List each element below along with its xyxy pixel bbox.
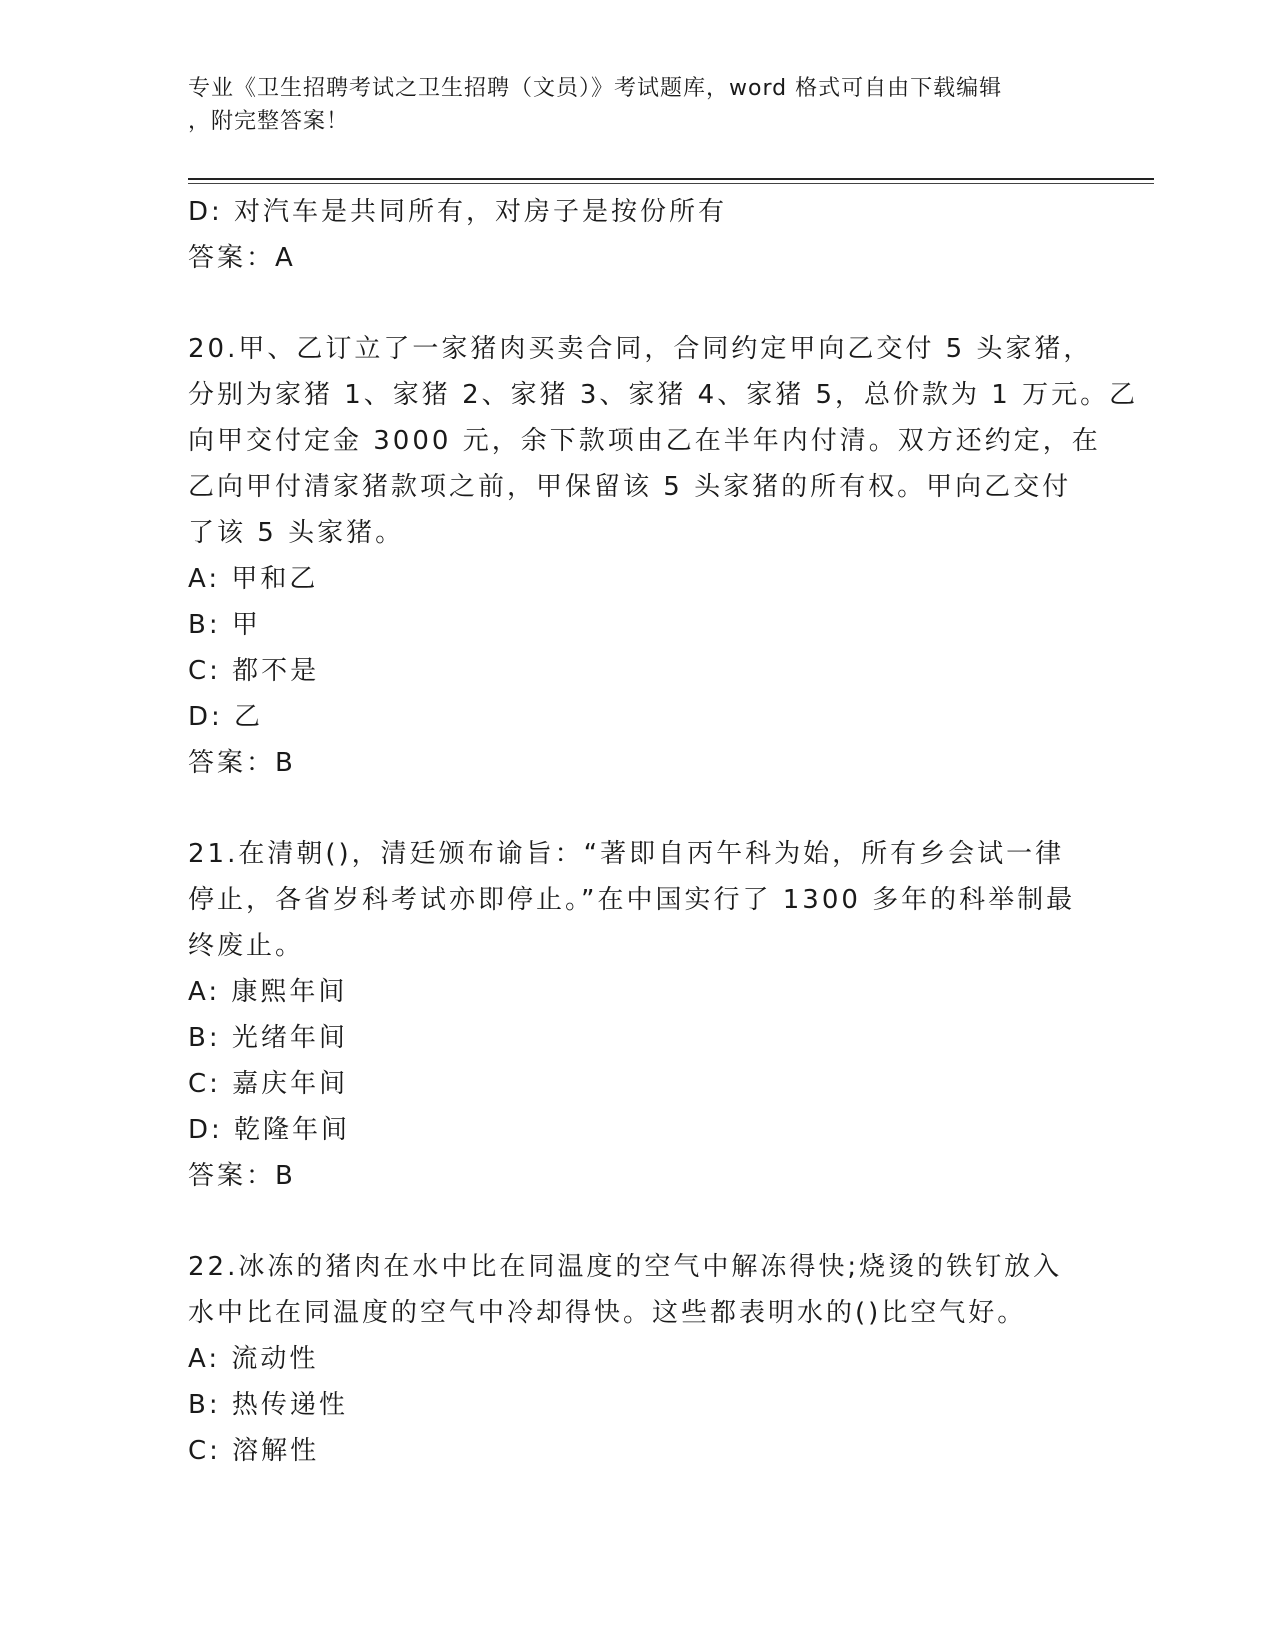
option-c: C: 都不是: [188, 656, 320, 686]
question-text-line: 终废止。: [188, 931, 305, 961]
option-b: B: 甲: [188, 610, 261, 640]
option-a: A: 流动性: [188, 1344, 319, 1374]
document-body: [188, 189, 1139, 1474]
prev-answer: 答案：A: [188, 243, 296, 273]
header-line-2: ，附完整答案！: [188, 109, 350, 134]
spacer: [188, 786, 1088, 831]
question-text-line: 分别为家猪 1、家猪 2、家猪 3、家猪 4、家猪 5，总价款为 1 万元。乙: [188, 380, 1139, 410]
option-c: C: 溶解性: [188, 1436, 320, 1466]
question-21: [188, 831, 1088, 1199]
option-a: A: 甲和乙: [188, 564, 319, 594]
question-text-line: 乙向甲付清家猪款项之前，甲保留该 5 头家猪的所有权。甲向乙交付: [188, 472, 1072, 502]
question-text-line: 22.冰冻的猪肉在水中比在同温度的空气中解冻得快;烧烫的铁钉放入: [188, 1252, 1063, 1282]
option-b: B: 光绪年间: [188, 1023, 348, 1053]
option-a: A: 康熙年间: [188, 977, 348, 1007]
spacer: [188, 281, 1088, 326]
question-text-line: 向甲交付定金 3000 元，余下款项由乙在半年内付清。双方还约定，在: [188, 426, 1101, 456]
question-20: [188, 326, 1139, 786]
question-text-line: 20.甲、乙订立了一家猪肉买卖合同，合同约定甲向乙交付 5 头家猪，: [188, 334, 1093, 364]
option-d: D: 乙: [188, 702, 264, 732]
answer: 答案：B: [188, 748, 296, 778]
question-text-line: 21.在清朝()，清廷颁布谕旨：“著即自丙午科为始，所有乡会试一律: [188, 839, 1065, 869]
question-text-line: 了该 5 头家猪。: [188, 518, 405, 548]
answer: 答案：B: [188, 1161, 296, 1191]
header-line-1: 专业《卫生招聘考试之卫生招聘（文员）》考试题库，word 格式可自由下载编辑: [188, 76, 1003, 101]
option-c: C: 嘉庆年间: [188, 1069, 349, 1099]
option-d: D: 乾隆年间: [188, 1115, 351, 1145]
document-header: [188, 72, 1068, 138]
option-b: B: 热传递性: [188, 1390, 348, 1420]
question-22: [188, 1244, 1088, 1474]
spacer: [188, 1199, 1088, 1244]
header-rule-thin: [188, 183, 1154, 184]
header-rule-thick: [188, 178, 1154, 180]
prev-option-d: D: 对汽车是共同所有，对房子是按份所有: [188, 197, 728, 227]
question-text-line: 水中比在同温度的空气中冷却得快。这些都表明水的()比空气好。: [188, 1298, 1027, 1328]
question-text-line: 停止，各省岁科考试亦即停止。”在中国实行了 1300 多年的科举制最: [188, 885, 1076, 915]
